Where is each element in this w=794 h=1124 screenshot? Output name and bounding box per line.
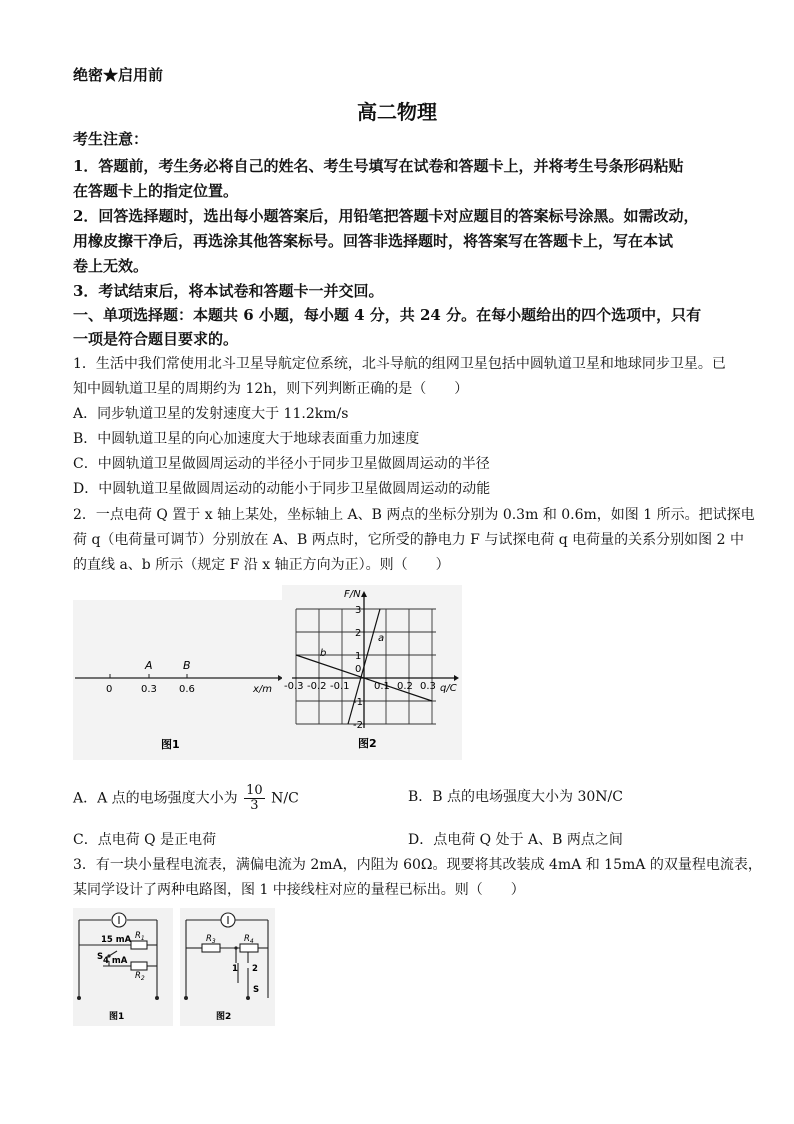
q2-stem-2: 荷 q（电荷量可调节）分别放在 A、B 两点时，它所受的静电力 F 与试探电荷 q 电荷量的关系分别如图 2 中: [73, 532, 744, 548]
fig2-ytick-m2: -2: [353, 720, 363, 731]
q1-option-c: C．中圆轨道卫星做圆周运动的半径小于同步卫星做圆周运动的半径: [73, 456, 490, 472]
fig2-label-a: a: [378, 633, 385, 644]
q2-stem-3: 的直线 a、b 所示（规定 F 沿 x 轴正方向为正）。则（ ）: [73, 557, 450, 573]
q1-stem-1: 1．生活中我们常使用北斗卫星导航定位系统，北斗导航的组网卫星包括中圆轨道卫星和地球同步卫星。已: [73, 356, 726, 372]
q2-stem-1: 2．一点电荷 Q 置于 x 轴上某处，坐标轴上 A、B 两点的坐标分别为 0.3m 和 0.6m，如图 1 所示。把试探电: [73, 507, 755, 523]
q3-fig1-r1-label: $R_1$: [135, 931, 145, 942]
q3-fig2-terminal-1: 1: [232, 964, 238, 974]
q3-fig1-caption: 图1: [109, 1012, 125, 1022]
q3-fig1-r2-label: $R_2$: [135, 971, 145, 982]
notice-line-4: 用橡皮擦干净后，再选涂其他答案标号。回答非选择题时，将答案写在答题卡上，写在本试: [73, 232, 674, 250]
secret-label: 绝密★启用前: [73, 66, 164, 84]
notice-line-5: 卷上无效。: [73, 257, 149, 275]
fig2-x-label: q/C: [440, 683, 457, 694]
fig2-label-b: b: [320, 648, 327, 659]
q3-fig1-r1-icon: [131, 941, 147, 949]
fig1-label-b: B: [183, 659, 191, 672]
q3-fig1-r2-icon: [131, 962, 147, 970]
fig2-y-label: F/N: [344, 589, 361, 600]
q3-fig1-label-4ma: 4 mA: [103, 956, 128, 966]
fig1-tick-label-06: 0.6: [179, 684, 195, 695]
fig2-xtick-02: 0.2: [397, 681, 413, 692]
q3-figure-2: [180, 908, 275, 1026]
q1-option-b: B．中圆轨道卫星的向心加速度大于地球表面重力加速度: [73, 431, 420, 447]
fig2-ytick-2: 2: [355, 628, 362, 639]
fig2-ytick-0: 0: [355, 664, 362, 675]
q2-option-a-numerator: 10: [246, 783, 263, 798]
fig1-tick-label-0: 0: [106, 684, 113, 695]
notice-line-6: 3．考试结束后，将本试卷和答题卡一并交回。: [73, 282, 384, 300]
section1-line-1: 一、单项选择题：本题共 6 小题，每小题 4 分，共 24 分。在每小题给出的四个选项中，只有: [73, 306, 702, 324]
notice-line-1: 1．答题前，考生务必将自己的姓名、考生号填写在试卷和答题卡上，并将考生号条形码粘贴: [73, 157, 684, 175]
q3-fig2-r4-label: $R_4$: [244, 934, 254, 945]
fig2-caption: 图2: [358, 737, 377, 750]
fig2-ytick-3: 3: [355, 605, 362, 616]
fig2-xtick-m02: -0.2: [307, 681, 327, 692]
q3-fig2-caption: 图2: [216, 1012, 232, 1022]
notice-line-3: 2．回答选择题时，选出每小题答案后，用铅笔把答题卡对应题目的答案标号涂黑。如需改动，: [73, 207, 699, 225]
q2-option-a-fraction: [244, 784, 265, 813]
q3-stem-2: 某同学设计了两种电路图，图 1 中接线柱对应的量程已标出。则（ ）: [73, 882, 525, 898]
q3-figure-1: [73, 908, 173, 1026]
q1-option-d: D．中圆轨道卫星做圆周运动的动能小于同步卫星做圆周运动的动能: [73, 481, 491, 497]
q2-option-c: C．点电荷 Q 是正电荷: [73, 832, 217, 848]
q2-option-a-denominator: 3: [250, 798, 259, 813]
notice-heading: 考生注意：: [73, 130, 149, 148]
q3-fig2-r3-icon: [202, 944, 220, 952]
q3-fig1-switch-label: S: [97, 952, 104, 962]
q3-fig1-label-15ma: 15 mA: [101, 935, 132, 945]
q3-fig2-switch-label: S: [253, 985, 260, 995]
fig2-xtick-m03: -0.3: [284, 681, 304, 692]
fig1-tick-label-03: 0.3: [141, 684, 157, 695]
q1-option-a: A．同步轨道卫星的发射速度大于 11.2km/s: [73, 406, 349, 422]
q2-option-a-unit: N/C: [271, 790, 299, 807]
q3-stem-1: 3．有一块小量程电流表，满偏电流为 2mA，内阻为 60Ω。现要将其改装成 4mA 和 15mA 的双量程电流表，: [73, 857, 762, 873]
fig1-caption: 图1: [161, 738, 180, 751]
fig2-ytick-1: 1: [355, 651, 362, 662]
q1-stem-2: 知中圆轨道卫星的周期约为 12h，则下列判断正确的是（ ）: [73, 381, 469, 397]
q2-figure-2: [282, 585, 462, 760]
section1-line-2: 一项是符合题目要求的。: [73, 330, 239, 348]
q2-option-a: [73, 784, 299, 813]
q2-option-b: B．B 点的电场强度大小为 30N/C: [408, 789, 623, 805]
q3-fig2-r3-label: $R_3$: [206, 934, 216, 945]
q3-fig2-r4-icon: [240, 944, 258, 952]
fig2-ytick-m1: -1: [353, 697, 363, 708]
q2-figure-1: [73, 600, 283, 760]
fig1-label-a: A: [145, 659, 153, 672]
fig2-xtick-m01: -0.1: [330, 681, 350, 692]
q3-fig2-terminal-2: 2: [252, 964, 258, 974]
fig2-xtick-01: 0.1: [374, 681, 390, 692]
notice-line-2: 在答题卡上的指定位置。: [73, 182, 239, 200]
fig2-xtick-03: 0.3: [420, 681, 436, 692]
q2-option-a-prefix: A．A 点的电场强度大小为: [73, 790, 238, 807]
q2-option-d: D．点电荷 Q 处于 A、B 两点之间: [408, 832, 623, 848]
page-title: 高二物理: [357, 100, 437, 124]
fig1-axis-label: x/m: [253, 684, 273, 695]
